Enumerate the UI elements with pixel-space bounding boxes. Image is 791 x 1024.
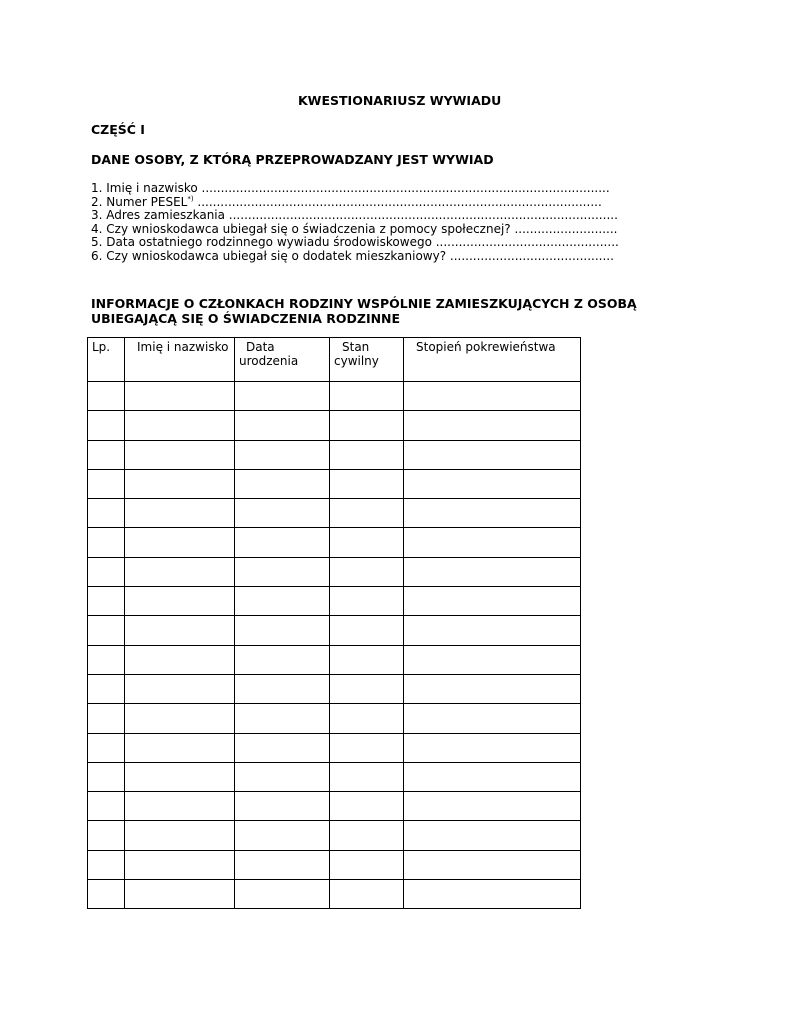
cell-lp[interactable]	[88, 499, 125, 528]
table-row	[88, 557, 581, 586]
cell-lp[interactable]	[88, 850, 125, 879]
cell-lp[interactable]	[88, 733, 125, 762]
cell-relation[interactable]	[404, 557, 581, 586]
header-name	[125, 338, 235, 382]
table-row	[88, 674, 581, 703]
cell-lp[interactable]	[88, 792, 125, 821]
cell-name[interactable]	[125, 762, 235, 791]
cell-birth-date[interactable]	[235, 587, 330, 616]
cell-lp[interactable]	[88, 674, 125, 703]
cell-lp[interactable]	[88, 762, 125, 791]
cell-relation[interactable]	[404, 733, 581, 762]
field-name	[91, 182, 610, 196]
header-lp-label: Lp.	[92, 340, 111, 354]
cell-lp[interactable]	[88, 411, 125, 440]
table-body	[88, 382, 581, 909]
table-row	[88, 850, 581, 879]
cell-relation[interactable]	[404, 821, 581, 850]
cell-marital-status[interactable]	[330, 733, 404, 762]
cell-name[interactable]	[125, 616, 235, 645]
cell-birth-date[interactable]	[235, 880, 330, 909]
cell-lp[interactable]	[88, 382, 125, 411]
field-social-assistance-text: 4. Czy wnioskodawca ubiegał się o świadczenia z pomocy społecznej? ...........................	[91, 221, 618, 236]
field-last-interview-date-text: 5. Data ostatniego rodzinnego wywiadu środowiskowego ................................................	[91, 235, 619, 249]
cell-relation[interactable]	[404, 411, 581, 440]
table-row	[88, 880, 581, 909]
table-row	[88, 645, 581, 674]
cell-birth-date[interactable]	[235, 440, 330, 469]
section-family-heading-line2: UBIEGAJĄCĄ SIĘ O ŚWIADCZENIA RODZINNE	[91, 311, 401, 326]
field-housing-allowance	[91, 250, 614, 264]
cell-marital-status[interactable]	[330, 821, 404, 850]
cell-marital-status[interactable]	[330, 499, 404, 528]
part-heading: CZĘŚĆ I	[91, 122, 145, 137]
cell-name[interactable]	[125, 528, 235, 557]
header-birth-date-line2: urodzenia	[239, 354, 299, 368]
cell-marital-status[interactable]	[330, 557, 404, 586]
cell-birth-date[interactable]	[235, 499, 330, 528]
cell-birth-date[interactable]	[235, 762, 330, 791]
cell-marital-status[interactable]	[330, 440, 404, 469]
cell-lp[interactable]	[88, 469, 125, 498]
cell-relation[interactable]	[404, 616, 581, 645]
cell-lp[interactable]	[88, 645, 125, 674]
header-marital-status-label	[330, 338, 403, 368]
cell-name[interactable]	[125, 587, 235, 616]
field-social-assistance	[91, 223, 617, 237]
section-personal-data-heading: DANE OSOBY, Z KTÓRĄ PRZEPROWADZANY JEST WYWIAD	[91, 152, 494, 167]
cell-name[interactable]	[125, 792, 235, 821]
family-members-table	[87, 337, 581, 909]
cell-birth-date[interactable]	[235, 528, 330, 557]
document-title: KWESTIONARIUSZ WYWIADU	[298, 93, 502, 108]
cell-relation[interactable]	[404, 440, 581, 469]
cell-lp[interactable]	[88, 440, 125, 469]
header-name-label: Imię i nazwisko	[137, 340, 229, 354]
table-row	[88, 792, 581, 821]
header-birth-date-label	[235, 338, 329, 368]
table-row	[88, 762, 581, 791]
cell-marital-status[interactable]	[330, 762, 404, 791]
table-row	[88, 733, 581, 762]
cell-marital-status[interactable]	[330, 587, 404, 616]
table-row	[88, 704, 581, 733]
cell-name[interactable]	[125, 645, 235, 674]
field-name-text: 1. Imię i nazwisko ...........................................................................................................	[91, 181, 610, 195]
cell-relation[interactable]	[404, 674, 581, 703]
cell-marital-status[interactable]	[330, 645, 404, 674]
cell-marital-status[interactable]	[330, 850, 404, 879]
cell-relation[interactable]	[404, 499, 581, 528]
header-relation-label: Stopień pokrewieństwa	[416, 340, 556, 354]
header-lp	[88, 338, 125, 382]
cell-name[interactable]	[125, 382, 235, 411]
header-birth-date	[235, 338, 330, 382]
table-row	[88, 616, 581, 645]
header-relation	[404, 338, 581, 382]
cell-relation[interactable]	[404, 850, 581, 879]
header-marital-status	[330, 338, 404, 382]
cell-marital-status[interactable]	[330, 528, 404, 557]
cell-name[interactable]	[125, 469, 235, 498]
table-row	[88, 587, 581, 616]
cell-lp[interactable]	[88, 587, 125, 616]
cell-lp[interactable]	[88, 557, 125, 586]
cell-birth-date[interactable]	[235, 674, 330, 703]
cell-marital-status[interactable]	[330, 616, 404, 645]
cell-marital-status[interactable]	[330, 704, 404, 733]
cell-name[interactable]	[125, 704, 235, 733]
header-marital-status-line2: cywilny	[334, 354, 379, 368]
cell-marital-status[interactable]	[330, 674, 404, 703]
cell-lp[interactable]	[88, 528, 125, 557]
cell-relation[interactable]	[404, 528, 581, 557]
cell-birth-date[interactable]	[235, 733, 330, 762]
field-address-text: 3. Adres zamieszkania ......................................................................................................	[91, 208, 618, 222]
cell-birth-date[interactable]	[235, 411, 330, 440]
cell-name[interactable]	[125, 557, 235, 586]
cell-relation[interactable]	[404, 762, 581, 791]
cell-relation[interactable]	[404, 704, 581, 733]
field-address	[91, 209, 618, 223]
cell-relation[interactable]	[404, 645, 581, 674]
cell-name[interactable]	[125, 880, 235, 909]
cell-marital-status[interactable]	[330, 411, 404, 440]
cell-lp[interactable]	[88, 880, 125, 909]
cell-marital-status[interactable]	[330, 382, 404, 411]
field-last-interview-date	[91, 236, 619, 250]
cell-lp[interactable]	[88, 821, 125, 850]
field-pesel-dots: ..........................................................................................................	[193, 194, 602, 209]
section-family-heading-line1: INFORMACJE O CZŁONKACH RODZINY WSPÓLNIE ZAMIESZKUJĄCYCH Z OSOBĄ	[91, 296, 637, 311]
cell-relation[interactable]	[404, 382, 581, 411]
cell-birth-date[interactable]	[235, 704, 330, 733]
table-row	[88, 528, 581, 557]
cell-relation[interactable]	[404, 792, 581, 821]
cell-relation[interactable]	[404, 587, 581, 616]
cell-birth-date[interactable]	[235, 821, 330, 850]
cell-lp[interactable]	[88, 704, 125, 733]
cell-name[interactable]	[125, 499, 235, 528]
cell-birth-date[interactable]	[235, 382, 330, 411]
cell-name[interactable]	[125, 733, 235, 762]
cell-birth-date[interactable]	[235, 469, 330, 498]
table-row	[88, 821, 581, 850]
cell-name[interactable]	[125, 411, 235, 440]
table-row	[88, 440, 581, 469]
cell-relation[interactable]	[404, 880, 581, 909]
cell-birth-date[interactable]	[235, 792, 330, 821]
field-housing-allowance-text: 6. Czy wnioskodawca ubiegał się o dodatek mieszkaniowy? ...........................................	[91, 248, 614, 263]
field-pesel	[91, 196, 602, 210]
cell-birth-date[interactable]	[235, 616, 330, 645]
cell-name[interactable]	[125, 440, 235, 469]
header-marital-status-line1: Stan	[342, 340, 370, 354]
cell-relation[interactable]	[404, 469, 581, 498]
table-row	[88, 499, 581, 528]
cell-name[interactable]	[125, 821, 235, 850]
cell-birth-date[interactable]	[235, 850, 330, 879]
cell-marital-status[interactable]	[330, 880, 404, 909]
cell-name[interactable]	[125, 850, 235, 879]
header-birth-date-line1: Data	[246, 340, 275, 354]
field-pesel-text: 2. Numer PESEL	[91, 194, 188, 209]
table-row	[88, 411, 581, 440]
cell-lp[interactable]	[88, 616, 125, 645]
cell-marital-status[interactable]	[330, 792, 404, 821]
cell-birth-date[interactable]	[235, 645, 330, 674]
table-header-row	[88, 338, 581, 382]
cell-name[interactable]	[125, 674, 235, 703]
table-row	[88, 382, 581, 411]
cell-marital-status[interactable]	[330, 469, 404, 498]
table-row	[88, 469, 581, 498]
cell-birth-date[interactable]	[235, 557, 330, 586]
footnote-marker: *)	[187, 194, 194, 203]
